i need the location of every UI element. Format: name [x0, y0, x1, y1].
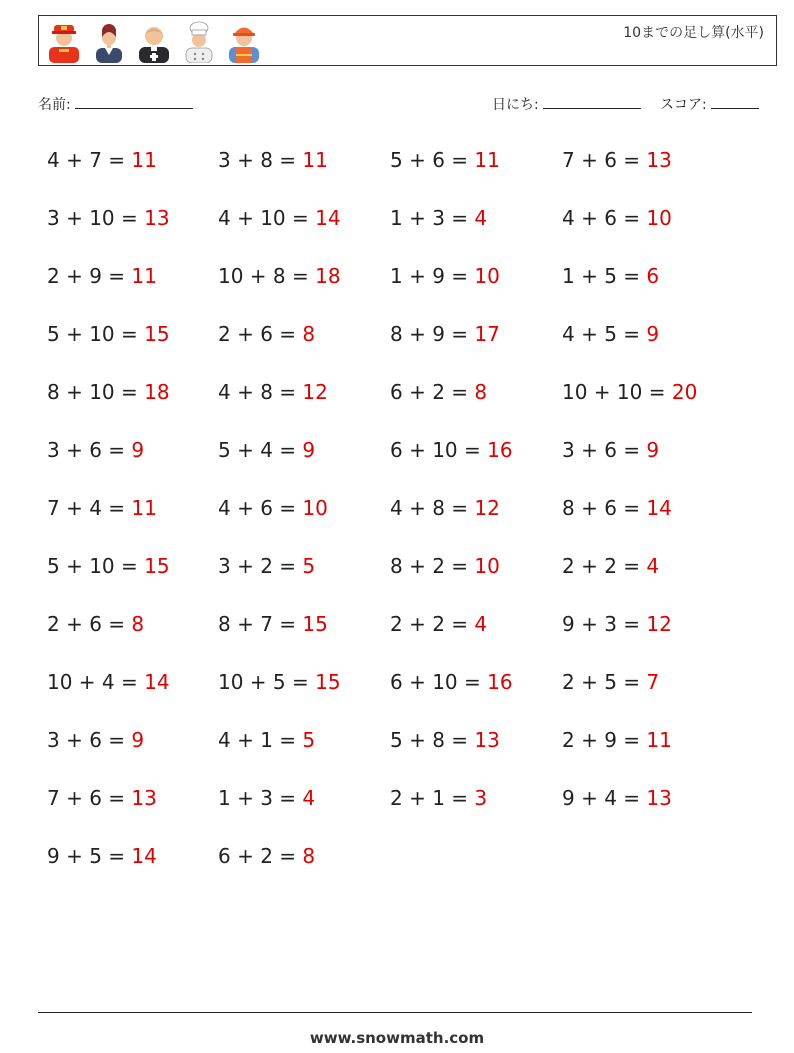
problem-answer: 18: [315, 264, 341, 288]
addition-problem: [218, 206, 341, 230]
problem-expression: 4 + 1 =: [218, 728, 297, 752]
problem-answer: 10: [646, 206, 672, 230]
problem-answer: 4: [474, 206, 488, 230]
addition-problem: [218, 438, 315, 462]
worksheet-title: 10までの足し算(水平): [623, 25, 764, 41]
problem-answer: 4: [302, 786, 316, 810]
addition-problem: [218, 322, 315, 346]
problem-answer: 15: [144, 554, 170, 578]
problem-expression: 2 + 2 =: [390, 612, 469, 636]
problem-expression: 4 + 8 =: [218, 380, 297, 404]
problem-expression: 3 + 6 =: [562, 438, 641, 462]
date-blank[interactable]: [543, 94, 641, 109]
problem-expression: 6 + 10 =: [390, 438, 481, 462]
problem-expression: 10 + 10 =: [562, 380, 666, 404]
problem-expression: 7 + 4 =: [47, 496, 126, 520]
problem-expression: 8 + 10 =: [47, 380, 138, 404]
addition-problem: [390, 264, 500, 288]
problem-answer: 17: [474, 322, 500, 346]
problem-expression: 2 + 5 =: [562, 670, 641, 694]
problem-answer: 11: [131, 264, 157, 288]
problem-answer: 8: [302, 322, 316, 346]
addition-problem: [218, 554, 315, 578]
problem-expression: 1 + 3 =: [390, 206, 469, 230]
problem-expression: 3 + 6 =: [47, 438, 126, 462]
problem-answer: 7: [646, 670, 660, 694]
date-label: 日にち:: [492, 97, 539, 113]
name-field[interactable]: [38, 94, 193, 114]
problem-answer: 11: [302, 148, 328, 172]
addition-problem: [47, 148, 157, 172]
problem-expression: 10 + 8 =: [218, 264, 309, 288]
problem-expression: 5 + 10 =: [47, 554, 138, 578]
problem-expression: 4 + 5 =: [562, 322, 641, 346]
addition-problem: [47, 728, 144, 752]
problem-expression: 8 + 2 =: [390, 554, 469, 578]
problem-answer: 8: [474, 380, 488, 404]
problem-answer: 11: [646, 728, 672, 752]
problem-answer: 9: [646, 322, 660, 346]
addition-problem: [562, 148, 672, 172]
problem-answer: 14: [131, 844, 157, 868]
score-field[interactable]: [660, 94, 759, 114]
problem-answer: 18: [144, 380, 170, 404]
problem-expression: 9 + 3 =: [562, 612, 641, 636]
problem-expression: 6 + 2 =: [218, 844, 297, 868]
addition-problem: [218, 148, 328, 172]
addition-problem: [47, 380, 170, 404]
addition-problem: [390, 786, 487, 810]
problem-answer: 16: [487, 670, 513, 694]
problem-answer: 10: [474, 264, 500, 288]
addition-problem: [562, 264, 659, 288]
addition-problem: [562, 438, 659, 462]
addition-problem: [47, 612, 144, 636]
problem-expression: 6 + 2 =: [390, 380, 469, 404]
footer-divider: [38, 1012, 752, 1013]
problem-expression: 4 + 10 =: [218, 206, 309, 230]
addition-problem: [562, 322, 659, 346]
chef-avatar-icon: [180, 19, 218, 63]
problem-answer: 14: [144, 670, 170, 694]
problem-answer: 9: [131, 438, 145, 462]
problem-expression: 7 + 6 =: [47, 786, 126, 810]
problem-expression: 4 + 7 =: [47, 148, 126, 172]
problem-answer: 5: [302, 728, 316, 752]
problem-answer: 15: [144, 322, 170, 346]
problem-expression: 8 + 7 =: [218, 612, 297, 636]
problem-answer: 14: [646, 496, 672, 520]
priest-avatar-icon: [135, 19, 173, 63]
problem-expression: 10 + 5 =: [218, 670, 309, 694]
problem-answer: 10: [302, 496, 328, 520]
problem-expression: 4 + 8 =: [390, 496, 469, 520]
problem-expression: 5 + 8 =: [390, 728, 469, 752]
problem-answer: 15: [315, 670, 341, 694]
problem-expression: 9 + 5 =: [47, 844, 126, 868]
addition-problem: [218, 612, 328, 636]
addition-problem: [562, 728, 672, 752]
problem-answer: 13: [474, 728, 500, 752]
problem-answer: 9: [646, 438, 660, 462]
problem-answer: 11: [474, 148, 500, 172]
addition-problem: [390, 322, 500, 346]
addition-problem: [218, 844, 315, 868]
problem-answer: 13: [646, 148, 672, 172]
name-label: 名前:: [38, 97, 71, 113]
problem-expression: 8 + 9 =: [390, 322, 469, 346]
problem-expression: 3 + 8 =: [218, 148, 297, 172]
problem-expression: 5 + 4 =: [218, 438, 297, 462]
addition-problem: [390, 670, 513, 694]
score-blank[interactable]: [711, 94, 759, 109]
addition-problem: [562, 612, 672, 636]
problem-answer: 9: [131, 728, 145, 752]
problem-expression: 1 + 5 =: [562, 264, 641, 288]
problem-answer: 12: [474, 496, 500, 520]
addition-problem: [47, 206, 170, 230]
problem-answer: 13: [646, 786, 672, 810]
addition-problem: [390, 380, 487, 404]
addition-problem: [562, 380, 697, 404]
problem-expression: 8 + 6 =: [562, 496, 641, 520]
problem-expression: 3 + 2 =: [218, 554, 297, 578]
problem-expression: 5 + 6 =: [390, 148, 469, 172]
problem-answer: 3: [474, 786, 488, 810]
addition-problem: [562, 206, 672, 230]
problem-answer: 10: [474, 554, 500, 578]
problem-answer: 8: [302, 844, 316, 868]
problem-expression: 3 + 10 =: [47, 206, 138, 230]
problem-answer: 15: [302, 612, 328, 636]
problem-answer: 11: [131, 496, 157, 520]
problem-answer: 5: [302, 554, 316, 578]
problem-answer: 12: [646, 612, 672, 636]
worksheet-header: [38, 15, 777, 66]
problem-expression: 3 + 6 =: [47, 728, 126, 752]
problem-expression: 2 + 2 =: [562, 554, 641, 578]
name-blank[interactable]: [75, 94, 193, 109]
construction-worker-avatar-icon: [225, 19, 263, 63]
problem-answer: 16: [487, 438, 513, 462]
problem-expression: 2 + 9 =: [562, 728, 641, 752]
addition-problem: [47, 322, 170, 346]
addition-problem: [47, 496, 157, 520]
problem-expression: 4 + 6 =: [218, 496, 297, 520]
avatar-strip: [45, 19, 263, 63]
problem-expression: 7 + 6 =: [562, 148, 641, 172]
addition-problem: [47, 844, 157, 868]
problem-answer: 13: [131, 786, 157, 810]
addition-problem: [562, 670, 659, 694]
score-label: スコア:: [660, 97, 707, 113]
addition-problem: [390, 438, 513, 462]
problem-expression: 6 + 10 =: [390, 670, 481, 694]
problem-expression: 5 + 10 =: [47, 322, 138, 346]
problem-expression: 2 + 6 =: [218, 322, 297, 346]
problem-answer: 14: [315, 206, 341, 230]
problem-answer: 20: [671, 380, 698, 404]
woman-avatar-icon: [90, 19, 128, 63]
addition-problem: [390, 728, 500, 752]
problem-answer: 4: [646, 554, 660, 578]
addition-problem: [218, 728, 315, 752]
addition-problem: [47, 554, 170, 578]
problem-answer: 6: [646, 264, 660, 288]
addition-problem: [562, 786, 672, 810]
addition-problem: [562, 554, 659, 578]
addition-problem: [390, 554, 500, 578]
problem-answer: 11: [131, 148, 157, 172]
addition-problem: [47, 670, 170, 694]
problem-expression: 2 + 6 =: [47, 612, 126, 636]
addition-problem: [390, 612, 487, 636]
addition-problem: [218, 496, 328, 520]
addition-problem: [218, 380, 328, 404]
addition-problem: [390, 496, 500, 520]
addition-problem: [562, 496, 672, 520]
problem-expression: 4 + 6 =: [562, 206, 641, 230]
addition-problem: [47, 264, 157, 288]
date-field[interactable]: [492, 94, 641, 114]
addition-problem: [47, 786, 157, 810]
problem-expression: 1 + 3 =: [218, 786, 297, 810]
problem-expression: 1 + 9 =: [390, 264, 469, 288]
problem-expression: 9 + 4 =: [562, 786, 641, 810]
problem-expression: 10 + 4 =: [47, 670, 138, 694]
addition-problem: [390, 206, 487, 230]
problem-answer: 13: [144, 206, 170, 230]
problem-answer: 4: [474, 612, 488, 636]
problem-expression: 2 + 9 =: [47, 264, 126, 288]
problem-expression: 2 + 1 =: [390, 786, 469, 810]
addition-problem: [390, 148, 500, 172]
firefighter-avatar-icon: [45, 19, 83, 63]
addition-problem: [218, 786, 315, 810]
addition-problem: [47, 438, 144, 462]
problem-answer: 12: [302, 380, 328, 404]
addition-problem: [218, 264, 341, 288]
problem-answer: 9: [302, 438, 316, 462]
footer-url: www.snowmath.com: [309, 1029, 485, 1047]
addition-problem: [218, 670, 341, 694]
problem-answer: 8: [131, 612, 145, 636]
